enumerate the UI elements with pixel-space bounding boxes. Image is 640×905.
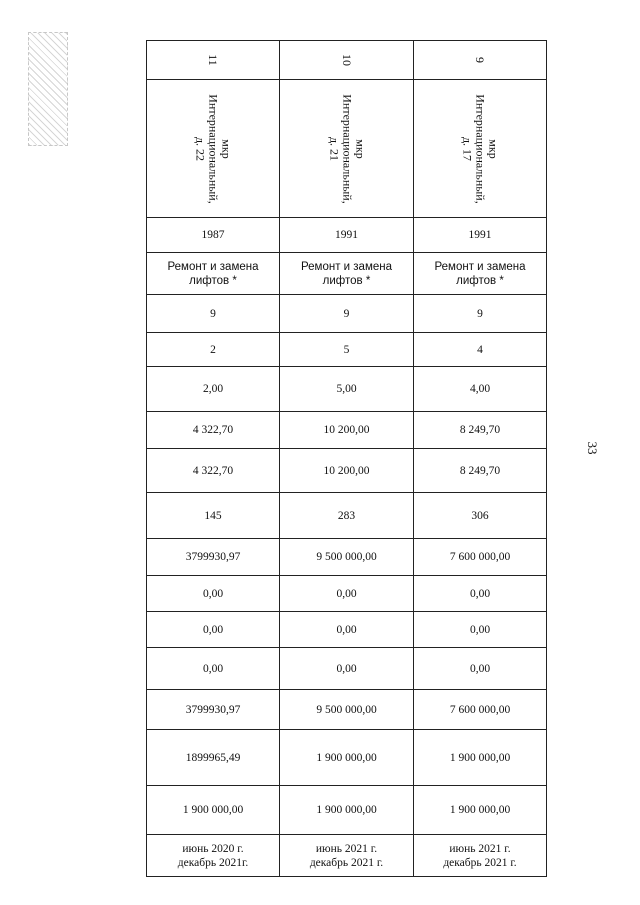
work-type-cell [414, 253, 547, 295]
data-table [146, 40, 547, 877]
period-cell [147, 835, 280, 877]
period-end: декабрь 2021г. [177, 856, 249, 869]
fund-c-cell: 0,00 [147, 648, 280, 690]
col-number-cell [414, 41, 547, 80]
table-row [147, 730, 547, 786]
period-start: июнь 2021 г. [449, 842, 511, 855]
floors-cell: 9 [280, 295, 414, 333]
period-end: декабрь 2021 г. [309, 856, 384, 869]
col-number: 11 [206, 53, 220, 66]
table-row [147, 539, 547, 576]
table-row [147, 218, 547, 253]
work-type-cell [280, 253, 414, 295]
address-text [461, 84, 500, 214]
area-living-cell: 8 249,70 [414, 449, 547, 493]
table-row [147, 690, 547, 730]
address-text [194, 84, 233, 214]
cost-part2-cell: 1 900 000,00 [414, 786, 547, 835]
lifts-count-cell: 2 [147, 333, 280, 367]
work-type-line: лифтов * [456, 274, 504, 287]
table-row [147, 367, 547, 412]
table-row [147, 835, 547, 877]
address-line: Интернациональный, [473, 93, 488, 204]
period-start: июнь 2020 г. [182, 842, 244, 855]
work-type-line: Ремонт и замена [167, 260, 259, 273]
residents-cell: 306 [414, 493, 547, 539]
cost-part1-cell: 1899965,49 [147, 730, 280, 786]
table-row [147, 786, 547, 835]
residents-cell: 145 [147, 493, 280, 539]
area-living-cell: 4 322,70 [147, 449, 280, 493]
address-line: д. 17 [460, 136, 475, 161]
table-row [147, 576, 547, 612]
col-number: 10 [339, 53, 354, 66]
address-text [327, 84, 366, 214]
table-row [147, 648, 547, 690]
col-number-cell [147, 41, 280, 80]
units-cell: 5,00 [280, 367, 414, 412]
table-row [147, 612, 547, 648]
address-line: мкр [486, 138, 501, 159]
address-line: мкр [353, 138, 367, 159]
table-row [147, 493, 547, 539]
fund-c-cell: 0,00 [414, 648, 547, 690]
table-row [147, 333, 547, 367]
period-cell [414, 835, 547, 877]
cost-part2-cell: 1 900 000,00 [280, 786, 414, 835]
cost-owners-cell: 7 600 000,00 [414, 690, 547, 730]
cost-owners-cell: 3799930,97 [147, 690, 280, 730]
table-row [147, 449, 547, 493]
fund-b-cell: 0,00 [414, 612, 547, 648]
cost-total-cell: 9 500 000,00 [280, 539, 414, 576]
fund-a-cell: 0,00 [280, 576, 414, 612]
col-number-cell [280, 41, 414, 80]
period-end: декабрь 2021 г. [443, 856, 517, 869]
table-row [147, 41, 547, 80]
cost-total-cell: 7 600 000,00 [414, 539, 547, 576]
area-total-cell: 8 249,70 [414, 412, 547, 449]
work-type-line: лифтов * [322, 274, 371, 287]
year-cell: 1991 [414, 218, 547, 253]
col-number: 9 [473, 56, 487, 63]
area-living-cell: 10 200,00 [280, 449, 414, 493]
year-cell: 1987 [147, 218, 280, 253]
cost-total-cell: 3799930,97 [147, 539, 280, 576]
units-cell: 4,00 [414, 367, 547, 412]
units-cell: 2,00 [147, 367, 280, 412]
table-row [147, 253, 547, 295]
page-number: 33 [585, 441, 600, 455]
address-line: Интернациональный, [340, 93, 354, 204]
cost-part1-cell: 1 900 000,00 [280, 730, 414, 786]
floors-cell: 9 [414, 295, 547, 333]
lifts-count-cell: 4 [414, 333, 547, 367]
year-cell: 1991 [280, 218, 414, 253]
stamp-mark [28, 32, 68, 146]
address-cell [147, 80, 280, 218]
work-type-line: Ремонт и замена [434, 260, 526, 273]
fund-a-cell: 0,00 [147, 576, 280, 612]
table-row [147, 412, 547, 449]
work-type-cell [147, 253, 280, 295]
address-line: д. 21 [327, 136, 341, 161]
residents-cell: 283 [280, 493, 414, 539]
address-cell [280, 80, 414, 218]
fund-a-cell: 0,00 [414, 576, 547, 612]
table-row [147, 80, 547, 218]
address-line: мкр [219, 138, 234, 159]
floors-cell: 9 [147, 295, 280, 333]
address-line: д. 22 [193, 136, 208, 161]
cost-owners-cell: 9 500 000,00 [280, 690, 414, 730]
period-cell [280, 835, 414, 877]
area-total-cell: 4 322,70 [147, 412, 280, 449]
fund-c-cell: 0,00 [280, 648, 414, 690]
cost-part1-cell: 1 900 000,00 [414, 730, 547, 786]
work-type-line: Ремонт и замена [300, 260, 392, 273]
address-line: Интернациональный, [206, 93, 221, 204]
fund-b-cell: 0,00 [147, 612, 280, 648]
cost-part2-cell: 1 900 000,00 [147, 786, 280, 835]
fund-b-cell: 0,00 [280, 612, 414, 648]
area-total-cell: 10 200,00 [280, 412, 414, 449]
address-cell [414, 80, 547, 218]
work-type-line: лифтов * [189, 274, 237, 287]
lifts-count-cell: 5 [280, 333, 414, 367]
period-start: июнь 2021 г. [315, 842, 378, 855]
table-row [147, 295, 547, 333]
